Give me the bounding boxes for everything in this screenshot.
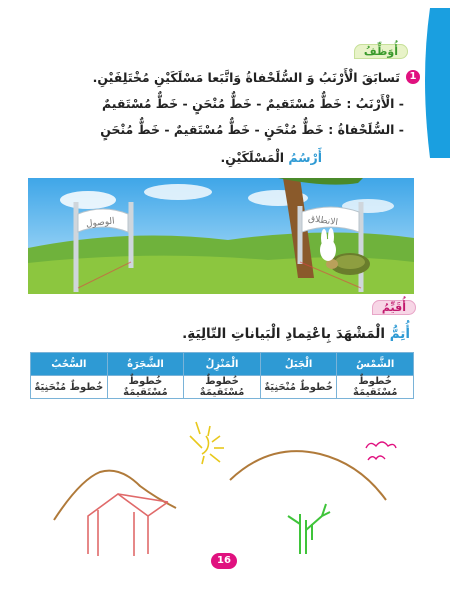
table-header-cell: السُّحُبُ xyxy=(31,353,108,376)
turtle-path-line: - السُّلَحْفاةُ : خَطٌّ مُنْحَنٍ - خَطٌّ مُسْتَقيمٌ - خَطٌّ مُنْحَنٍ xyxy=(100,122,404,137)
race-scene-illustration xyxy=(28,178,414,294)
finish-banner-label: الوصول xyxy=(85,216,116,230)
table-cell: خُطوطٌ مُسْتَقيمَةٌ xyxy=(107,376,184,399)
draw-prompt-rest: الْمَسْلَكَيْنِ. xyxy=(220,150,289,165)
table-header-cell: الْجَبَلُ xyxy=(260,353,337,376)
table-header-row xyxy=(31,353,414,376)
evaluate-instruction-rest: الْمَشْهَدَ بِاعْتِمادِ الْبَياناتِ التّالِيَةِ. xyxy=(182,326,390,342)
section-badge-evaluate: أُقَيِّمُ xyxy=(372,300,416,315)
table-cell: خُطوطٌ مُنْحَنِيَةٌ xyxy=(31,376,108,399)
table-header-cell: الشَّمْسُ xyxy=(337,353,414,376)
table-header-cell: الشَّجَرَةُ xyxy=(107,353,184,376)
evaluate-instruction xyxy=(182,326,410,342)
house-drawing xyxy=(88,494,168,556)
table-header-cell: الْمَنْزِلُ xyxy=(184,353,261,376)
draw-prompt xyxy=(221,150,322,165)
table-cell: خُطوطٌ مُسْتَقيمَةٌ xyxy=(337,376,414,399)
table-row xyxy=(31,376,414,399)
exercise-number: 1 xyxy=(406,70,420,84)
page-edge-tab xyxy=(420,8,450,158)
tree-drawing xyxy=(288,504,330,554)
clouds-drawing xyxy=(366,442,396,460)
section-badge-apply: أُوَظِّفُ xyxy=(354,44,408,59)
mountain-right-drawing xyxy=(230,451,386,500)
rabbit-path-line: - الْأَرْنَبُ : خَطٌّ مُسْتَقيمٌ - خَطٌّ مُنْحَنٍ - خَطٌّ مُسْتَقيمٌ xyxy=(101,96,404,111)
sun-drawing xyxy=(190,422,224,464)
page-number: 16 xyxy=(211,553,237,569)
exercise-instruction: تَسابَقَ الْأَرْنَبُ وَ السُّلَحْفاةُ وَاتَّبَعا مَسْلَكَيْنِ مُخْتَلِفَيْنِ. xyxy=(92,70,400,85)
data-table xyxy=(30,352,414,399)
draw-prompt-verb: أَرْسُمُ xyxy=(288,150,322,165)
incomplete-scene-drawing xyxy=(30,420,414,560)
table-cell: خُطوطٌ مُنْحَنِيَةٌ xyxy=(260,376,337,399)
evaluate-instruction-verb: أُتِمُّ xyxy=(389,326,410,342)
table-cell: خُطوطٌ مُسْتَقيمَةٌ xyxy=(184,376,261,399)
start-banner-label: الانطلاق xyxy=(307,213,339,229)
